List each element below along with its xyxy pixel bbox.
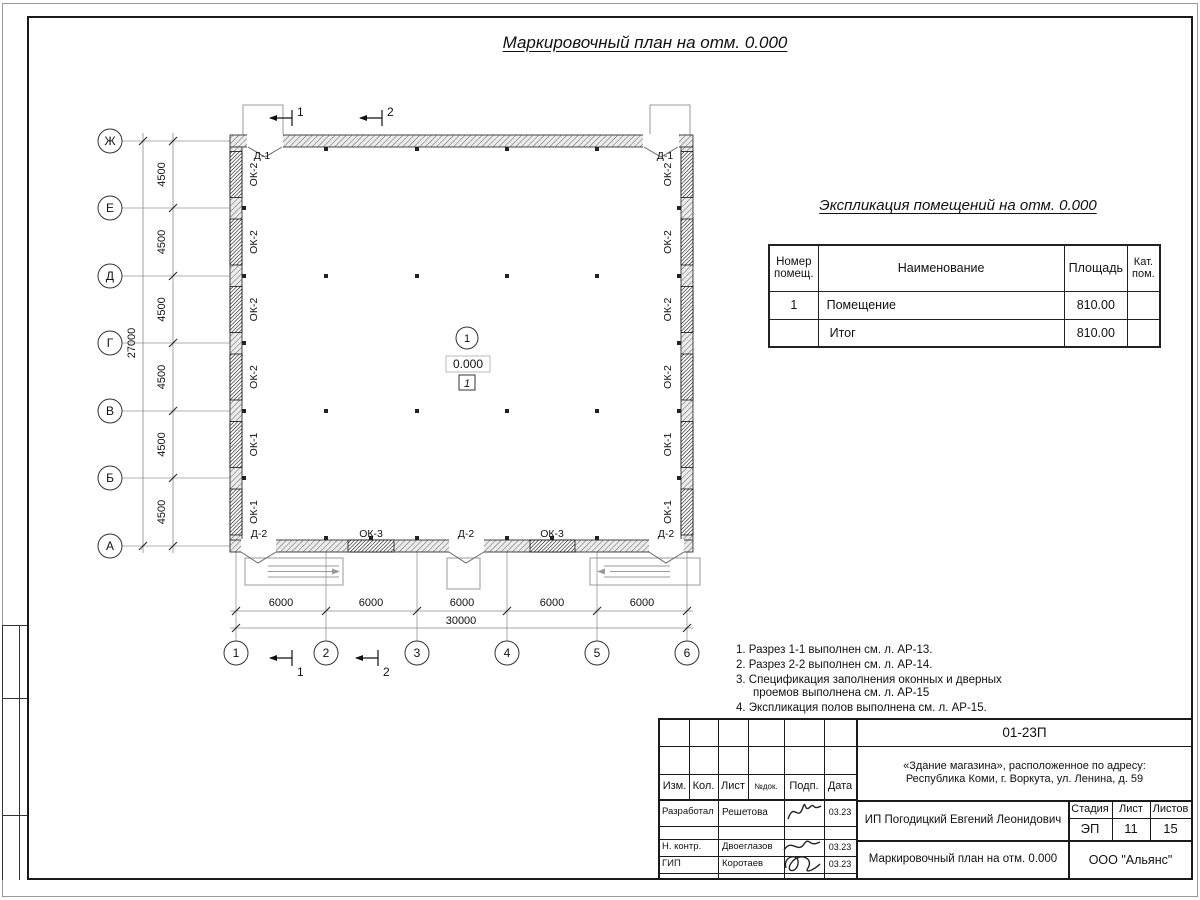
note-3: 3. Спецификация заполнения оконных и дверных проемов выполнена см. л. АР-15 bbox=[736, 673, 1002, 700]
window-label-left-2: ОК-2 bbox=[248, 230, 260, 254]
tb-sheet-number: 11 bbox=[1124, 820, 1138, 836]
window-label-left-1: ОК-2 bbox=[248, 162, 260, 187]
tb-listov-label: Листов bbox=[1152, 802, 1189, 815]
axis-col-3: 3 bbox=[413, 646, 421, 660]
ramp-arrow-right bbox=[332, 569, 340, 575]
room-elevation: 0.000 bbox=[452, 357, 484, 371]
main-title bbox=[400, 33, 890, 53]
axis-col-6: 6 bbox=[683, 646, 691, 660]
window-label-right-3: ОК-2 bbox=[662, 297, 674, 322]
dim-4500-3: 4500 bbox=[156, 297, 168, 322]
dim-4500-1: 4500 bbox=[156, 162, 168, 187]
col-axis-bubbles bbox=[224, 641, 699, 665]
axis-row-v: В bbox=[105, 404, 115, 418]
window-label-right-6: ОК-1 bbox=[662, 500, 674, 524]
notes-block bbox=[736, 644, 1032, 717]
main-title-text: Маркировочный план на отм. 0.000 bbox=[502, 33, 788, 52]
axis-col-1: 1 bbox=[232, 646, 240, 660]
explication-table bbox=[768, 244, 1161, 348]
left-dimension-ticks bbox=[139, 137, 177, 550]
tb-gip-label: ГИП bbox=[662, 858, 681, 870]
dim-6000-3: 6000 bbox=[449, 597, 475, 609]
axis-col-2: 2 bbox=[322, 646, 330, 660]
dim-4500-6: 4500 bbox=[156, 499, 168, 525]
axis-row-a: А bbox=[105, 539, 115, 553]
tb-client: ИП Погодицкий Евгений Леонидович bbox=[864, 814, 1062, 827]
tb-col-list: Лист bbox=[721, 780, 745, 793]
room-number: 1 bbox=[463, 333, 471, 345]
tb-col-data: Дата bbox=[827, 780, 853, 793]
tb-ncontr-label: Н. контр. bbox=[662, 841, 702, 853]
porch-bottom-right bbox=[590, 558, 700, 585]
axis-row-e: Е bbox=[105, 201, 115, 215]
axis-row-zh: Ж bbox=[104, 134, 116, 148]
tb-gip-name: Коротаев bbox=[722, 858, 764, 870]
tb-col-izm: Изм. bbox=[662, 780, 687, 793]
bottom-label-5: Д-2 bbox=[657, 528, 675, 540]
title-block bbox=[658, 718, 1193, 880]
dim-4500-4: 4500 bbox=[156, 364, 168, 390]
axis-col-4: 4 bbox=[503, 646, 511, 660]
row-axis-lines bbox=[122, 141, 235, 546]
windows bbox=[230, 152, 693, 553]
section-mark-bottom-2: 2 bbox=[383, 665, 390, 679]
expl-row1-area: 810.00 bbox=[1064, 291, 1127, 319]
tb-address-line2: Республика Коми, г. Воркута, ул. Ленина, д. 59 bbox=[905, 773, 1144, 785]
tb-ncontr-name: Двоеглазов bbox=[722, 841, 773, 853]
expl-col-category: Кат. пом. bbox=[1128, 245, 1160, 291]
window-label-left-6: ОК-1 bbox=[248, 500, 260, 524]
axis-row-b: Б bbox=[106, 471, 114, 485]
tb-address-line1: «Здание магазина», расположенное по адресу: bbox=[903, 760, 1146, 773]
tb-project-address bbox=[858, 746, 1191, 800]
expl-row2-cat bbox=[1128, 319, 1160, 347]
door-label-top-left: Д-1 bbox=[253, 150, 271, 162]
dim-6000-1: 6000 bbox=[268, 597, 294, 609]
window-label-right-5: ОК-1 bbox=[662, 432, 674, 457]
expl-row2-name: Итог bbox=[818, 319, 1064, 347]
tb-ncontr-date: 03.23 bbox=[828, 842, 852, 853]
note-2: 2. Разрез 2-2 выполнен см. л. АР-14. bbox=[736, 658, 933, 671]
expl-row2-area: 810.00 bbox=[1064, 319, 1127, 347]
porch-top-right bbox=[650, 105, 690, 135]
axis-row-g: Г bbox=[106, 336, 114, 350]
door-label-top-right: Д-1 bbox=[656, 150, 674, 162]
room-floor-type: 1 bbox=[463, 378, 471, 390]
tb-developed-date: 03.23 bbox=[828, 807, 852, 818]
tb-developed-name: Решетова bbox=[722, 806, 768, 818]
tb-gip-date: 03.23 bbox=[828, 859, 852, 870]
dim-4500-5: 4500 bbox=[156, 432, 168, 457]
signature-reshetova bbox=[784, 797, 824, 827]
porch-bottom-center bbox=[447, 558, 480, 589]
window-label-left-3: ОК-2 bbox=[248, 297, 260, 322]
bottom-label-2: ОК-3 bbox=[359, 528, 383, 540]
tb-col-kol: Кол. bbox=[692, 780, 715, 793]
dim-27000: 27000 bbox=[126, 327, 138, 359]
expl-row2-number bbox=[769, 319, 818, 347]
expl-row1-name: Помещение bbox=[818, 291, 1064, 319]
explication-title-text: Экспликация помещений на отм. 0.000 bbox=[819, 197, 1097, 214]
tb-stage-label: Стадия bbox=[1071, 802, 1109, 815]
tb-sheets-total: 15 bbox=[1163, 820, 1178, 836]
dim-4500-2: 4500 bbox=[156, 229, 168, 255]
window-label-right-1: ОК-2 bbox=[662, 162, 674, 187]
note-4: 4. Экспликация полов выполнена см. л. АР-15. bbox=[736, 702, 987, 715]
tb-doc-title: Маркировочный план на отм. 0.000 bbox=[868, 853, 1058, 866]
tb-company: ООО "Альянс" bbox=[1088, 852, 1173, 867]
filing-strip bbox=[0, 625, 27, 880]
section-mark-top-1: 1 bbox=[297, 105, 304, 119]
section-mark-bottom-1: 1 bbox=[297, 665, 304, 679]
bottom-label-3: Д-2 bbox=[457, 528, 475, 540]
dim-30000: 30000 bbox=[445, 615, 477, 627]
tb-col-podp: Подп. bbox=[789, 780, 819, 793]
explication-title bbox=[768, 197, 1148, 214]
axis-col-5: 5 bbox=[593, 646, 601, 660]
tb-col-ndok: №док. bbox=[754, 781, 778, 791]
bottom-label-4: ОК-3 bbox=[540, 528, 564, 540]
expl-row1-cat bbox=[1128, 291, 1160, 319]
ramp-arrow-left bbox=[597, 569, 605, 575]
window-label-right-4: ОК-2 bbox=[662, 365, 674, 389]
signature-dvoyeglazov-korotaev bbox=[778, 836, 826, 876]
axis-row-d: Д bbox=[105, 269, 115, 283]
section-marks bbox=[269, 110, 382, 666]
section-mark-top-2: 2 bbox=[387, 105, 394, 119]
dim-6000-2: 6000 bbox=[358, 597, 384, 609]
window-label-left-4: ОК-2 bbox=[248, 365, 260, 389]
expl-col-name: Наименование bbox=[818, 245, 1064, 291]
dim-6000-5: 6000 bbox=[629, 597, 655, 609]
tb-developed-label: Разработал bbox=[662, 806, 714, 818]
expl-col-area: Площадь bbox=[1064, 245, 1127, 291]
room-marker bbox=[446, 327, 490, 390]
window-label-right-2: ОК-2 bbox=[662, 230, 674, 254]
tb-stage-value: ЭП bbox=[1080, 820, 1100, 836]
expl-row1-number: 1 bbox=[769, 291, 818, 319]
tb-project-code: 01-23П bbox=[1002, 725, 1047, 741]
dim-6000-4: 6000 bbox=[539, 597, 565, 609]
floor-plan bbox=[85, 85, 730, 690]
table-row bbox=[769, 291, 1160, 319]
expl-col-number: Номер помещ. bbox=[769, 245, 818, 291]
bottom-label-1: Д-2 bbox=[250, 528, 268, 540]
note-1: 1. Разрез 1-1 выполнен см. л. АР-13. bbox=[736, 644, 933, 656]
table-row bbox=[769, 319, 1160, 347]
tb-list-label: Лист bbox=[1119, 802, 1143, 815]
window-label-left-5: ОК-1 bbox=[248, 432, 260, 457]
